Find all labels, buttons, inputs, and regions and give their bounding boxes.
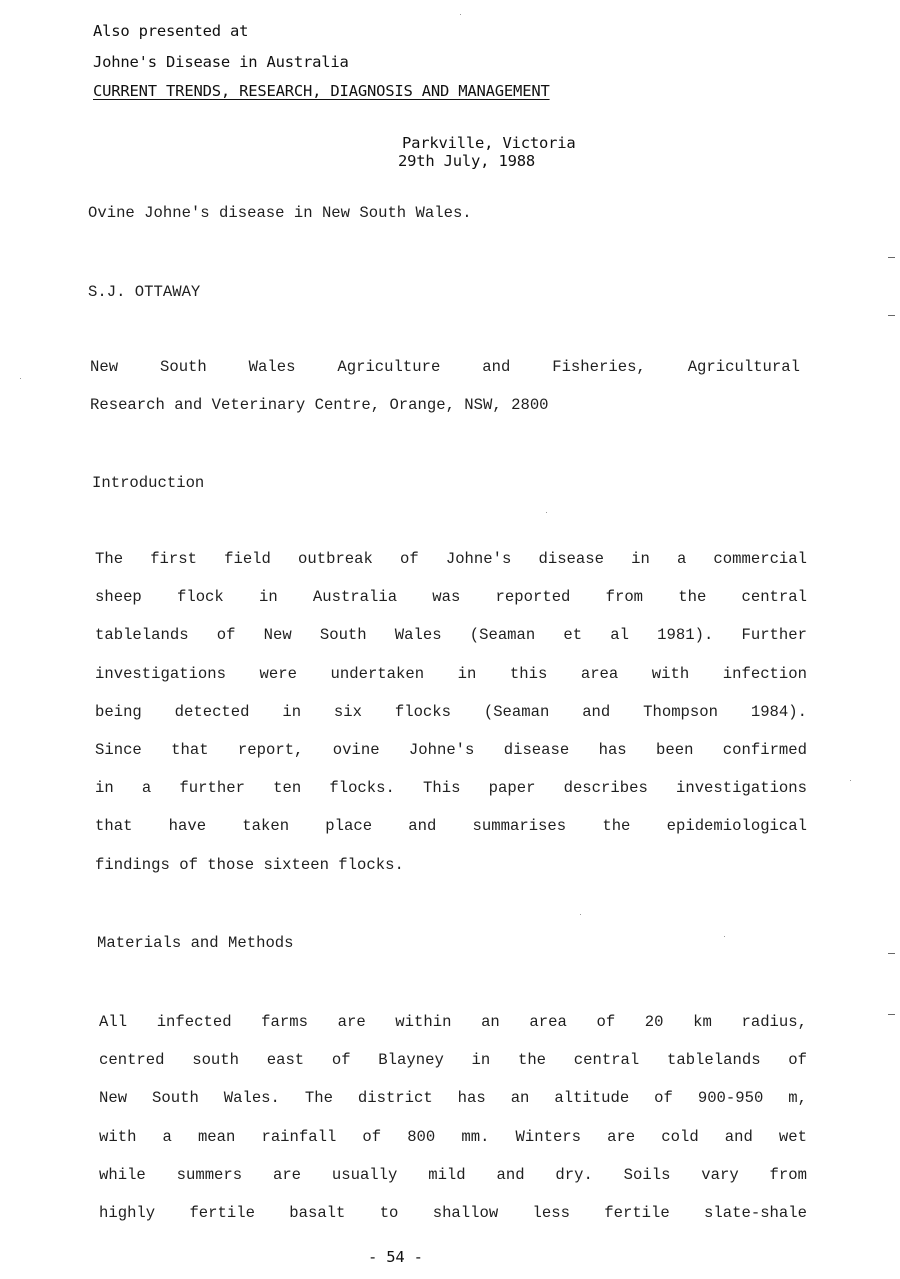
affiliation-block — [90, 357, 800, 433]
paragraph-line: tablelands of New South Wales (Seaman et al 1981). Further — [95, 626, 807, 645]
conference-line: Johne's Disease in Australia — [93, 53, 349, 71]
affiliation-line: Research and Veterinary Centre, Orange, NSW, 2800 — [90, 396, 549, 415]
scan-margin-mark — [888, 953, 895, 954]
scan-margin-mark — [888, 1014, 895, 1015]
introduction-paragraph — [95, 549, 807, 893]
scan-speck — [546, 512, 547, 513]
scan-speck — [724, 936, 725, 937]
conference-subtitle: CURRENT TRENDS, RESEARCH, DIAGNOSIS AND MANAGEMENT — [93, 82, 550, 100]
paragraph-line: in a further ten flocks. This paper describes investigations — [95, 779, 807, 798]
article-title: Ovine Johne's disease in New South Wales. — [88, 204, 472, 222]
scan-margin-mark — [888, 315, 895, 316]
paragraph-line: highly fertile basalt to shallow less fertile slate-shale — [99, 1203, 807, 1222]
materials-methods-paragraph — [99, 1012, 807, 1241]
paragraph-line: investigations were undertaken in this area with infection — [95, 664, 807, 683]
scan-speck — [580, 914, 581, 915]
paragraph-line: being detected in six flocks (Seaman and Thompson 1984). — [95, 702, 807, 721]
section-heading-introduction: Introduction — [92, 474, 205, 492]
scan-speck — [460, 14, 461, 15]
paragraph-line: sheep flock in Australia was reported from the central — [95, 588, 807, 607]
scan-speck — [20, 378, 21, 379]
paragraph-line: that have taken place and summarises the epidemiological — [95, 817, 807, 836]
scan-speck — [850, 780, 851, 781]
paragraph-line: while summers are usually mild and dry. Soils vary from — [99, 1165, 807, 1184]
paragraph-line: New South Wales. The district has an altitude of 900-950 m, — [99, 1089, 807, 1108]
paragraph-line: with a mean rainfall of 800 mm. Winters are cold and wet — [99, 1127, 807, 1146]
also-presented-line: Also presented at — [93, 22, 249, 40]
affiliation-line: New South Wales Agriculture and Fisheries, Agricultural — [90, 358, 800, 376]
paragraph-line: All infected farms are within an area of 20 km radius, — [99, 1013, 807, 1031]
paragraph-line: findings of those sixteen flocks. — [95, 855, 404, 874]
location-line: Parkville, Victoria — [402, 134, 576, 152]
date-line: 29th July, 1988 — [398, 152, 535, 170]
paragraph-line: centred south east of Blayney in the central tablelands of — [99, 1051, 807, 1070]
paragraph-line: The first field outbreak of Johne's disease in a commercial — [95, 550, 807, 568]
article-author: S.J. OTTAWAY — [88, 283, 201, 301]
section-heading-materials-methods: Materials and Methods — [97, 934, 294, 952]
paragraph-line: Since that report, ovine Johne's disease has been confirmed — [95, 740, 807, 759]
page-number: - 54 - — [368, 1248, 423, 1266]
scan-margin-mark — [888, 257, 895, 258]
